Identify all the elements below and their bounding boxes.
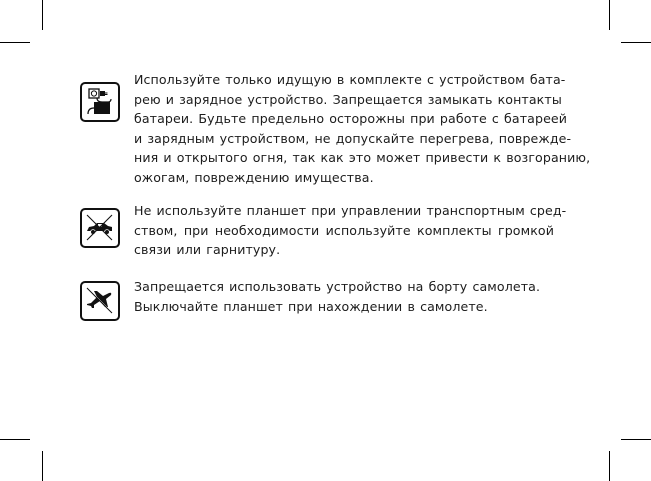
crop-mark-bottom-left-horizontal [0,439,30,440]
text-line: и зарядным устройством, не допускайте перегрева, поврежде- [134,130,572,146]
warning-battery-text [134,70,591,187]
text-line: рею и зарядное устройство. Запрещается замыкать контакты [134,91,562,107]
text-line: ния и открытого огня, так как это может привести к возгоранию, [134,150,591,165]
crop-mark-top-right-horizontal [621,42,651,43]
crop-mark-bottom-left-vertical [42,451,43,481]
crop-mark-top-left-vertical [42,0,43,30]
no-driving-icon [80,208,120,248]
no-airplane-icon [80,281,120,321]
text-line: связи или гарнитуру. [134,242,281,257]
crop-mark-top-left-horizontal [0,42,30,43]
text-line: Не используйте планшет при управлении транспортным сред- [134,203,567,218]
text-line: Выключайте планшет при нахождении в самолете. [134,298,488,314]
warning-driving-text [134,201,567,260]
text-line: батареи. Будьте предельно осторожны при работе с батареей [134,111,568,126]
text-line: ством, при необходимости используйте комплекты громкой [134,222,554,238]
warning-airplane-text [134,277,554,316]
battery-charger-icon [80,82,120,122]
text-line: Запрещается использовать устройство на борту самолета. [134,279,541,294]
crop-mark-bottom-right-vertical [609,451,610,481]
crop-mark-bottom-right-horizontal [621,439,651,440]
text-line: ожогам, повреждению имущества. [134,169,374,185]
crop-mark-top-right-vertical [609,0,610,30]
text-line: Используйте только идущую в комплекте с устройством бата- [134,72,566,87]
